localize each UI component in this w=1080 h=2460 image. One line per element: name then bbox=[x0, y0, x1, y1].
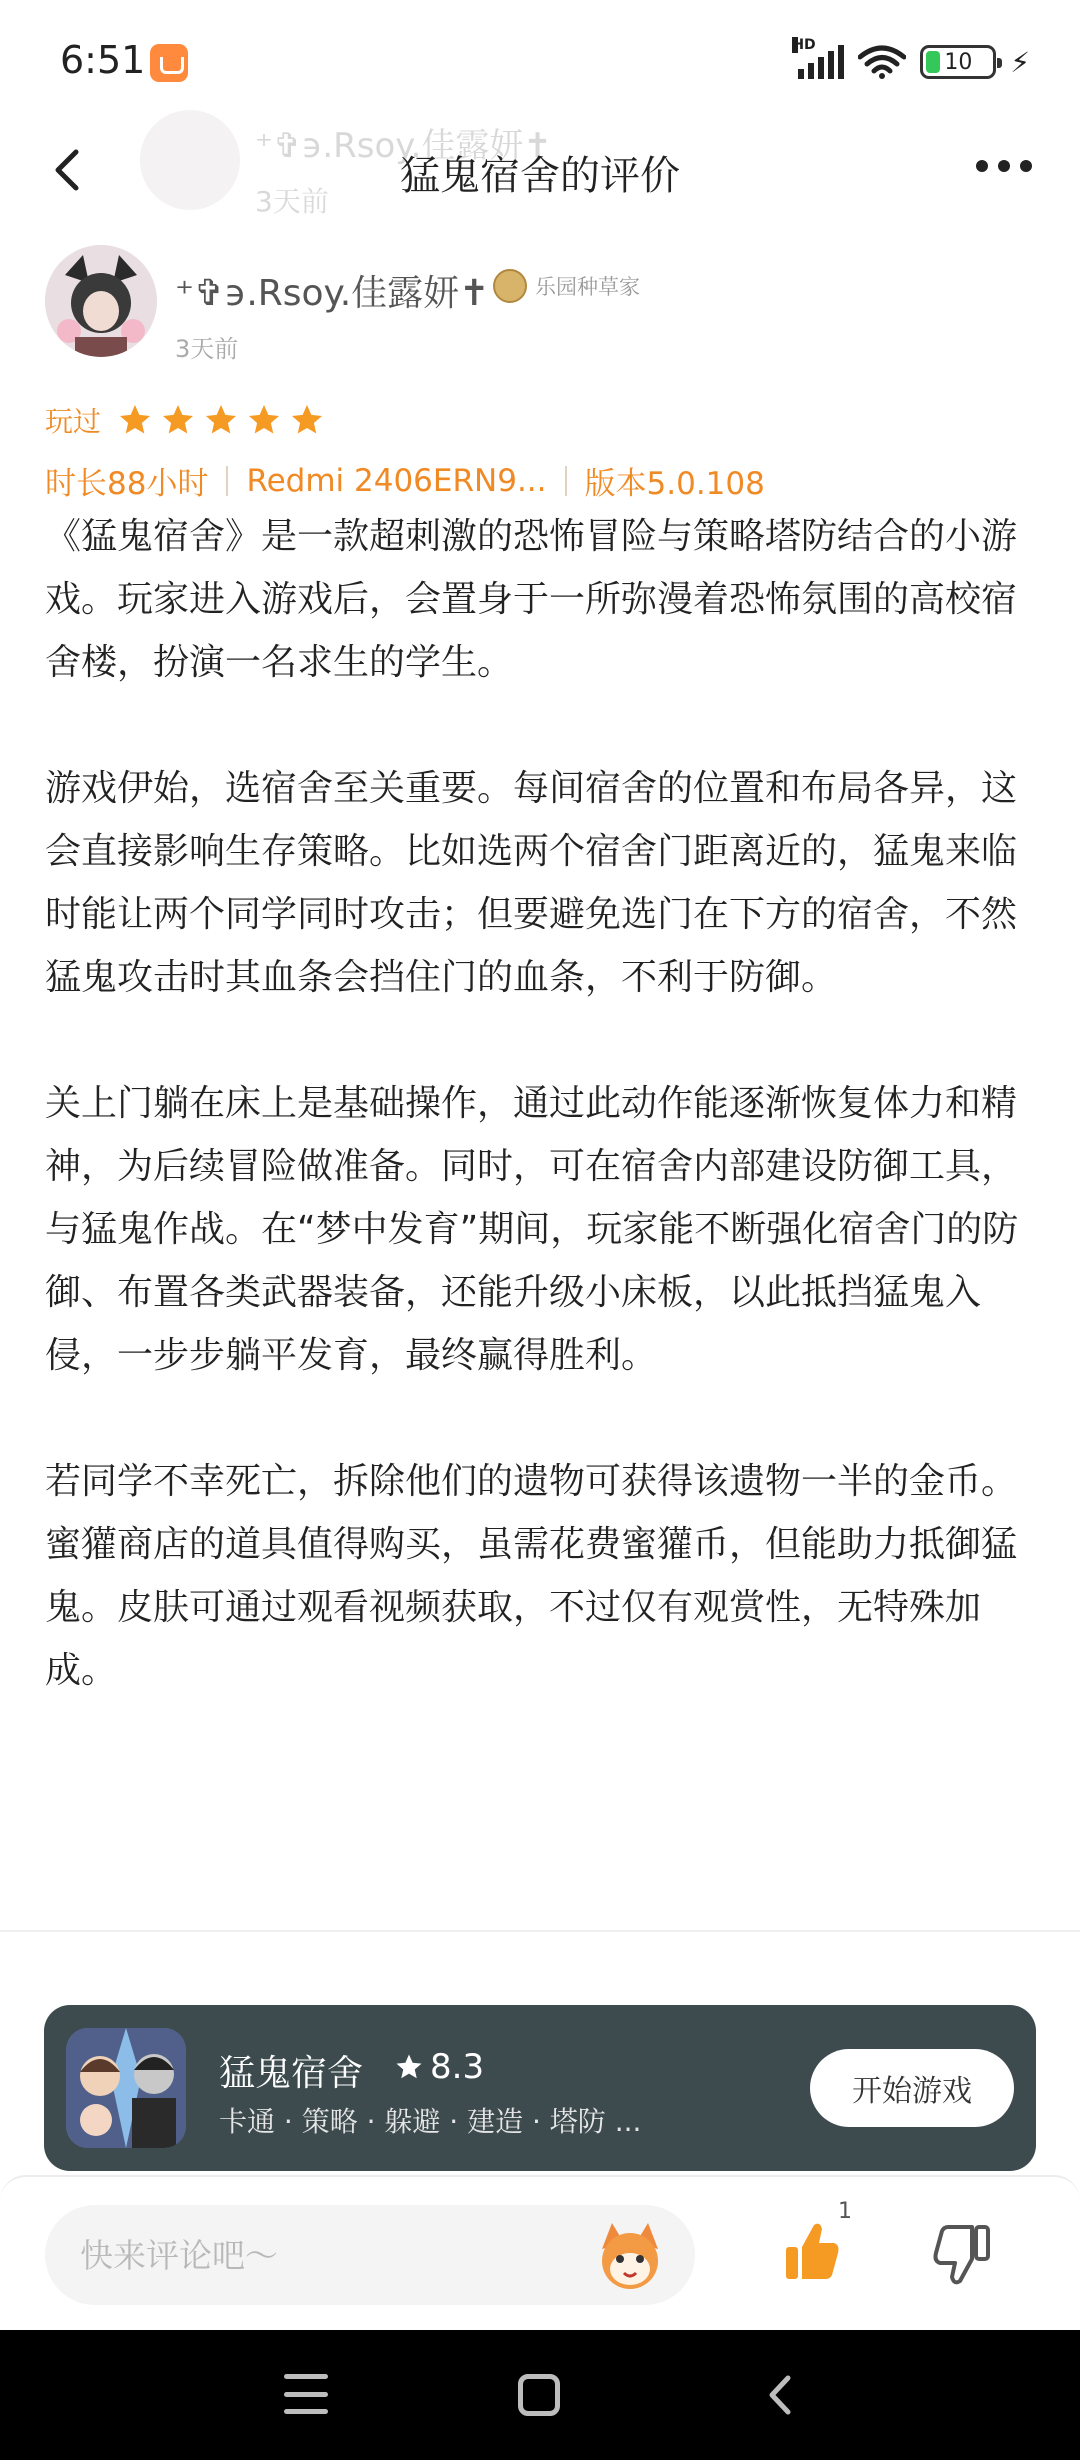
wifi-icon bbox=[858, 45, 906, 79]
home-icon[interactable] bbox=[518, 2374, 560, 2416]
play-duration: 时长88小时 bbox=[45, 466, 209, 502]
review-paragraph: 《猛鬼宿舍》是一款超刺激的恐怖冒险与策略塔防结合的小游戏。玩家进入游戏后，会置身于一所弥漫着恐怖氛围的高校宿舍楼，扮演一名求生的学生。 bbox=[45, 516, 1018, 683]
dislike-thumb-icon[interactable] bbox=[930, 2219, 994, 2289]
score-star-icon bbox=[394, 2052, 424, 2082]
star-icon bbox=[203, 402, 239, 438]
review-paragraph: 关上门躺在床上是基础操作，通过此动作能逐渐恢复体力和精神，为后续冒险做准备。同时，可在宿舍内部建设防御工具，与猛鬼作战。在“梦中发育”期间，玩家能不断强化宿舍门的防御、布置各类武器装备，还能升级小床板，以此抵挡猛鬼入侵，一步步躺平发育，最终赢得胜利。 bbox=[45, 1083, 1019, 1376]
badge-icon bbox=[493, 269, 527, 303]
comment-bar bbox=[0, 2175, 1080, 2330]
like-count: 1 bbox=[838, 2199, 852, 2224]
battery-level: 10 bbox=[944, 49, 973, 75]
review-body bbox=[45, 505, 1035, 1702]
author-badge bbox=[493, 269, 640, 303]
review-time: 3天前 bbox=[175, 335, 239, 363]
game-score-value: 8.3 bbox=[430, 2047, 485, 2087]
page-header bbox=[0, 120, 1080, 220]
recent-apps-icon[interactable] bbox=[284, 2374, 328, 2414]
game-version: 版本5.0.108 bbox=[584, 466, 765, 502]
game-tags: 卡通 · 策略 · 躲避 · 建造 · 塔防 ... bbox=[219, 2105, 642, 2138]
status-bar bbox=[0, 0, 1080, 130]
played-label: 玩过 bbox=[45, 405, 102, 438]
review-paragraph: 若同学不幸死亡，拆除他们的遗物可获得该遗物一半的金币。蜜獾商店的道具值得购买，虽需花费蜜獾币，但能助力抵御猛鬼。皮肤可通过观看视频获取，不过仅有观赏性，无特殊加成。 bbox=[45, 1461, 1018, 1691]
ghost-author-time: 3天前 bbox=[255, 185, 329, 218]
start-game-button[interactable]: 开始游戏 bbox=[810, 2049, 1014, 2127]
like-thumb-icon[interactable] bbox=[782, 2217, 842, 2287]
system-back-icon[interactable] bbox=[756, 2370, 806, 2420]
status-icons bbox=[792, 37, 1030, 82]
game-name[interactable]: 猛鬼宿舍 bbox=[219, 2053, 364, 2094]
network-label: HD bbox=[792, 37, 816, 53]
device-model: Redmi 2406ERN9... bbox=[246, 462, 547, 499]
mascot-emoji-icon[interactable] bbox=[590, 2215, 670, 2295]
notification-app-icon bbox=[150, 44, 188, 82]
badge-label: 乐园种草家 bbox=[535, 275, 640, 299]
section-divider bbox=[0, 1930, 1080, 1932]
star-icon bbox=[289, 402, 325, 438]
game-card[interactable] bbox=[44, 2005, 1036, 2171]
review-author bbox=[45, 245, 1045, 365]
status-time: 6:51 bbox=[60, 38, 146, 82]
game-icon[interactable] bbox=[66, 2028, 186, 2148]
author-avatar[interactable] bbox=[45, 245, 157, 357]
more-options-icon[interactable] bbox=[976, 160, 1032, 172]
review-rating bbox=[45, 400, 325, 440]
system-nav-bar bbox=[0, 2330, 1080, 2460]
star-icon bbox=[117, 402, 153, 438]
star-icon bbox=[246, 402, 282, 438]
battery-icon bbox=[920, 45, 996, 79]
meta-divider bbox=[226, 466, 228, 496]
star-rating bbox=[117, 402, 325, 438]
game-score bbox=[394, 2047, 484, 2087]
author-name[interactable]: ⁺✞϶.Rsoy.佳露妍✝ bbox=[175, 273, 490, 314]
page-title: 猛鬼宿舍的评价 bbox=[400, 153, 680, 199]
charging-icon: ⚡ bbox=[1010, 45, 1030, 79]
review-meta bbox=[45, 458, 765, 503]
ghost-author-name: ⁺✞϶.Rsoy.佳露妍✝ bbox=[255, 126, 552, 166]
star-icon bbox=[160, 402, 196, 438]
signal-icon bbox=[792, 37, 844, 79]
review-paragraph: 游戏伊始，选宿舍至关重要。每间宿舍的位置和布局各异，这会直接影响生存策略。比如选两个宿舍门距离近的，猛鬼来临时能让两个同学同时攻击；但要避免选门在下方的宿舍，不然猛鬼攻击时其血条会挡住门的血条，不利于防御。 bbox=[45, 768, 1018, 998]
meta-divider bbox=[565, 466, 567, 496]
